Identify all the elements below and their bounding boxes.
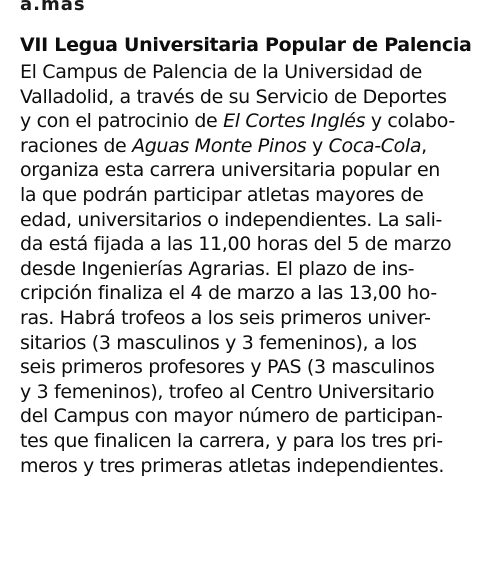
italic-text: Coca-Cola xyxy=(328,134,422,157)
body-line xyxy=(20,281,480,306)
cut-off-text-fragment: a.mas xyxy=(20,0,86,15)
body-line xyxy=(20,208,480,233)
body-text-segment: organiza esta carrera universitaria popular en xyxy=(20,159,440,182)
body-line xyxy=(20,60,480,85)
body-text-segment: Valladolid, a través de su Servicio de Deportes xyxy=(20,85,447,108)
body-line xyxy=(20,355,480,380)
body-line xyxy=(20,306,480,331)
body-line xyxy=(20,257,480,282)
body-text-segment: meros y tres primeras atletas independientes. xyxy=(20,454,445,477)
body-line xyxy=(20,85,480,110)
body-text-segment: El Campus de Palencia de la Universidad de xyxy=(20,61,422,83)
body-text-segment: da está fijada a las 11,00 horas del 5 de marzo xyxy=(20,233,452,256)
body-text-segment: edad, universitarios o independientes. La sali- xyxy=(20,208,443,231)
article-body xyxy=(20,60,480,478)
body-text-segment: ras. Habrá trofeos a los seis primeros univer- xyxy=(20,306,431,329)
body-text-segment: seis primeros profesores y PAS (3 masculinos xyxy=(20,356,435,379)
body-line xyxy=(20,109,480,134)
body-line xyxy=(20,134,480,159)
body-line xyxy=(20,404,480,429)
body-text-segment: y 3 femeninos), trofeo al Centro Universitario xyxy=(20,380,435,403)
body-text-segment: raciones de xyxy=(20,134,133,157)
body-line xyxy=(20,380,480,405)
body-text-segment: desde Ingenierías Agrarias. El plazo de ins- xyxy=(20,257,415,280)
body-text-segment: tes que finalicen la carrera, y para los tres pri- xyxy=(20,429,443,452)
article-title: VII Legua Universitaria Popular de Palencia xyxy=(20,34,472,56)
body-text-segment: , xyxy=(421,134,427,157)
body-text-segment: del Campus con mayor número de participan- xyxy=(20,405,443,428)
body-line xyxy=(20,454,480,479)
body-line xyxy=(20,232,480,257)
body-line xyxy=(20,331,480,356)
body-text-segment: la que podrán participar atletas mayores de xyxy=(20,183,424,206)
body-text-segment: cripción finaliza el 4 de marzo a las 13,00 ho- xyxy=(20,282,437,305)
body-text-segment: sitarios (3 masculinos y 3 femeninos), a los xyxy=(20,331,417,354)
body-text-segment: y colabo- xyxy=(365,110,455,133)
italic-text: El Cortes Inglés xyxy=(223,110,366,133)
italic-text: Aguas Monte Pinos xyxy=(132,134,307,157)
body-line xyxy=(20,429,480,454)
body-text-segment: y xyxy=(306,134,329,157)
body-line xyxy=(20,183,480,208)
body-line xyxy=(20,158,480,183)
body-text-segment: y con el patrocinio de xyxy=(20,110,224,133)
